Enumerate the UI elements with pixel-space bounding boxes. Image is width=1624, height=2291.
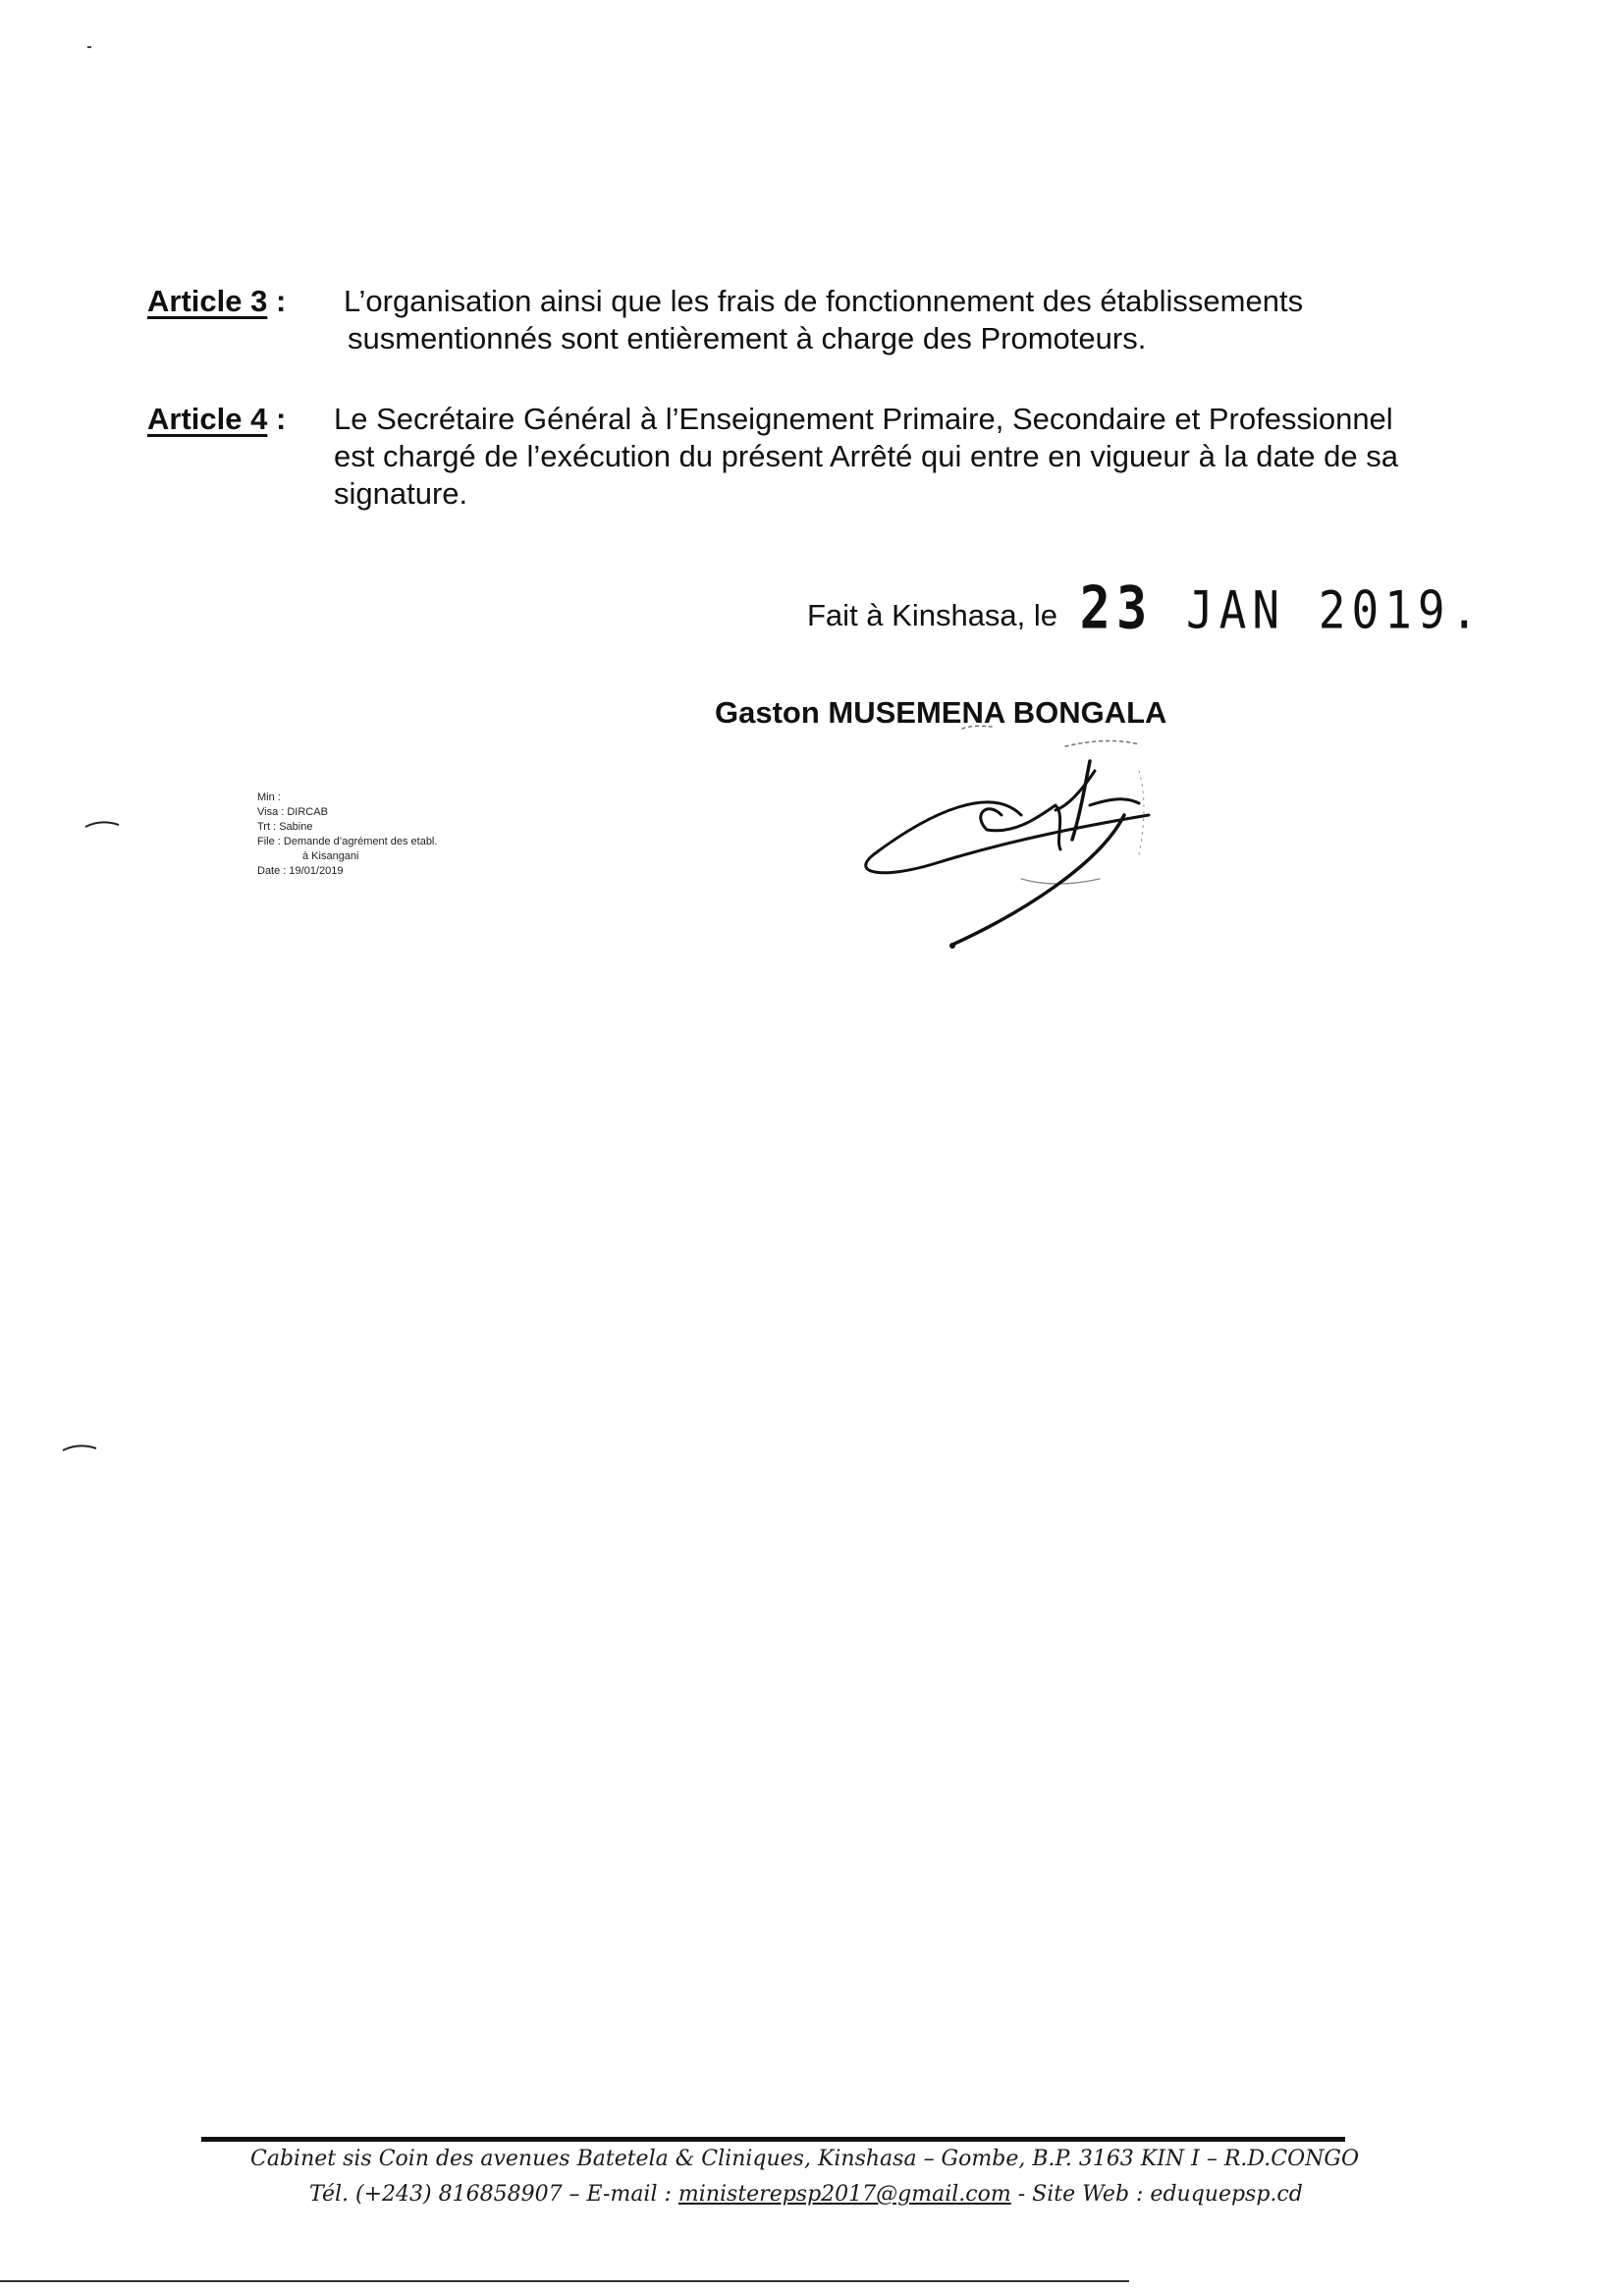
footer-phone: Tél. (+243) 816858907 – E-mail :: [309, 2182, 672, 2207]
date-line: [807, 574, 1485, 643]
date-stamp: [1080, 575, 1485, 643]
article-3-line-2: susmentionnés sont entièrement à charge des Promoteurs.: [348, 321, 1147, 355]
ref-min: Min :: [257, 791, 281, 803]
article-4-label: [147, 401, 286, 438]
footer-rule: [201, 2137, 1345, 2142]
article-4-line-3: signature.: [334, 476, 468, 511]
article-3-body: [344, 283, 1561, 357]
signature-image: [844, 668, 1237, 982]
ref-trt: Trt : Sabine: [257, 821, 313, 833]
footer-website: - Site Web : eduquepsp.cd: [1017, 2182, 1303, 2207]
footer-contact: [309, 2182, 1303, 2207]
article-4-body: [334, 401, 1551, 513]
article-4-line-1: Le Secrétaire Général à l’Enseignement Primaire, Secondaire et Professionnel: [334, 402, 1393, 436]
margin-mark-2: [61, 1441, 100, 1454]
date-stamp-month-year: JAN 2019.: [1185, 579, 1485, 641]
ref-file: File : Demande d’agrément des etabl.: [257, 836, 438, 847]
place-text: Fait à Kinshasa, le: [807, 598, 1058, 632]
article-3-label: [147, 283, 286, 320]
article-3-label-text: Article 3: [147, 284, 268, 318]
article-4-line-2: est chargé de l’exécution du présent Arrêté qui entre en vigueur à la date de sa: [334, 439, 1398, 473]
footer-email-link[interactable]: ministerepsp2017@gmail.com: [677, 2182, 1011, 2207]
ref-file-cont: à Kisangani: [302, 850, 359, 862]
margin-mark-1: [83, 817, 123, 831]
signatory-name: Gaston MUSEMENA BONGALA: [715, 695, 1167, 730]
article-4-label-text: Article 4: [147, 402, 268, 436]
article-4-separator: :: [275, 402, 287, 436]
article-3-separator: :: [275, 284, 287, 318]
ref-date: Date : 19/01/2019: [257, 865, 344, 877]
footer-address: Cabinet sis Coin des avenues Batetela & Cliniques, Kinshasa – Gombe, B.P. 3163 KIN I – R.D.CONGO: [250, 2147, 1359, 2171]
ref-visa: Visa : DIRCAB: [257, 806, 328, 818]
page-bottom-edge: [0, 2280, 1129, 2282]
margin-mark-top: [83, 39, 123, 53]
date-stamp-day: 23: [1079, 574, 1154, 643]
reference-block: [257, 791, 437, 879]
article-3-line-1: L’organisation ainsi que les frais de fonctionnement des établissements: [344, 284, 1304, 318]
